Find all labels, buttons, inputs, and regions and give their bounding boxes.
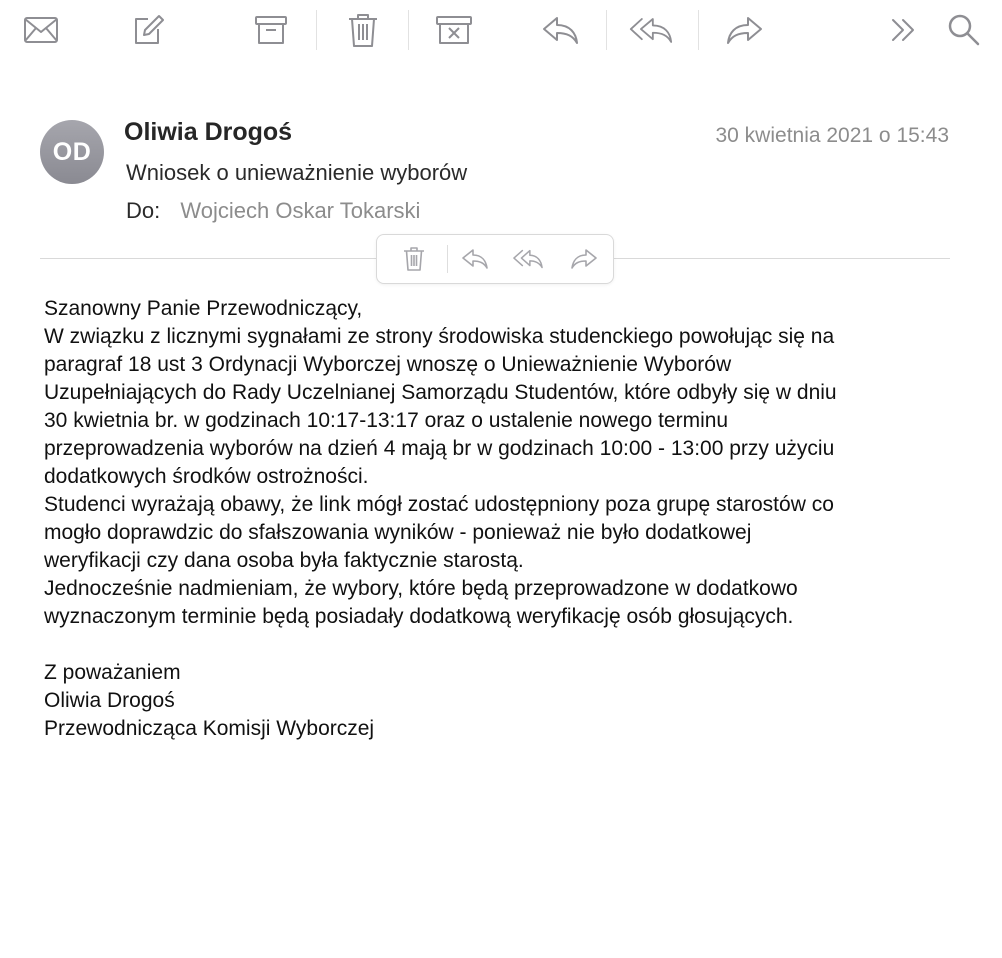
body-line: Jednocześnie nadmieniam, że wybory, które będą przeprowadzone w dodatkowo bbox=[44, 577, 798, 600]
avatar: OD bbox=[40, 120, 104, 184]
message-subject: Wniosek o unieważnienie wyborów bbox=[126, 160, 468, 185]
body-line: weryfikacji czy dana osoba była faktycznie starostą. bbox=[44, 549, 524, 572]
trash-icon[interactable] bbox=[341, 8, 385, 52]
reply-all-icon[interactable] bbox=[629, 8, 673, 52]
reply-all-icon[interactable] bbox=[513, 244, 543, 274]
signature-title: Przewodnicząca Komisji Wyborczej bbox=[44, 717, 375, 740]
body-line: 30 kwietnia br. w godzinach 10:17-13:17 oraz o ustalenie nowego terminu bbox=[44, 409, 729, 432]
body-line: paragraf 18 ust 3 Ordynacji Wyborczej wnoszę o Unieważnienie Wyborów bbox=[44, 353, 732, 376]
forward-icon[interactable] bbox=[723, 8, 767, 52]
hover-separator bbox=[447, 245, 448, 273]
reply-icon[interactable] bbox=[538, 8, 582, 52]
body-line: mogło doprawdzic do sfałszowania wyników - ponieważ nie było dodatkowej bbox=[44, 521, 752, 544]
reply-icon[interactable] bbox=[460, 244, 490, 274]
closing: Z poważaniem bbox=[44, 661, 181, 684]
greeting: Szanowny Panie Przewodniczący, bbox=[44, 297, 363, 320]
message-body bbox=[44, 295, 964, 743]
signature-name: Oliwia Drogoś bbox=[44, 689, 175, 712]
body-line: dodatkowych środków ostrożności. bbox=[44, 465, 369, 488]
message-date: 30 kwietnia 2021 o 15:43 bbox=[715, 124, 949, 147]
body-line: wyznaczonym terminie będą posiadały dodatkową weryfikację osób głosujących. bbox=[44, 605, 794, 628]
junk-icon[interactable] bbox=[432, 8, 476, 52]
toolbar-separator bbox=[698, 10, 699, 50]
body-line: Uzupełniających do Rady Uczelnianej Samorządu Studentów, które odbyły się w dniu bbox=[44, 381, 837, 404]
trash-icon[interactable] bbox=[399, 244, 429, 274]
toolbar-separator bbox=[408, 10, 409, 50]
toolbar bbox=[0, 0, 1002, 62]
forward-icon[interactable] bbox=[569, 244, 599, 274]
paragraph-gap bbox=[44, 631, 964, 659]
compose-icon[interactable] bbox=[125, 8, 169, 52]
message-hover-actions bbox=[376, 234, 614, 284]
toolbar-separator bbox=[316, 10, 317, 50]
body-line: Studenci wyrażają obawy, że link mógł zostać udostępniony poza grupę starostów co bbox=[44, 493, 834, 516]
chevron-double-right-icon[interactable] bbox=[882, 8, 926, 52]
sender-name[interactable]: Oliwia Drogoś bbox=[124, 118, 293, 146]
body-line: W związku z licznymi sygnałami ze strony środowiska studenckiego powołując się na bbox=[44, 325, 835, 348]
body-line: przeprowadzenia wyborów na dzień 4 mają br w godzinach 10:00 - 13:00 przy użyciu bbox=[44, 437, 835, 460]
recipient-row bbox=[126, 198, 420, 224]
envelope-icon[interactable] bbox=[19, 8, 63, 52]
toolbar-separator bbox=[606, 10, 607, 50]
to-label: Do: bbox=[126, 198, 161, 223]
recipient-name[interactable]: Wojciech Oskar Tokarski bbox=[180, 198, 421, 223]
archive-icon[interactable] bbox=[249, 8, 293, 52]
search-icon[interactable] bbox=[942, 8, 986, 52]
